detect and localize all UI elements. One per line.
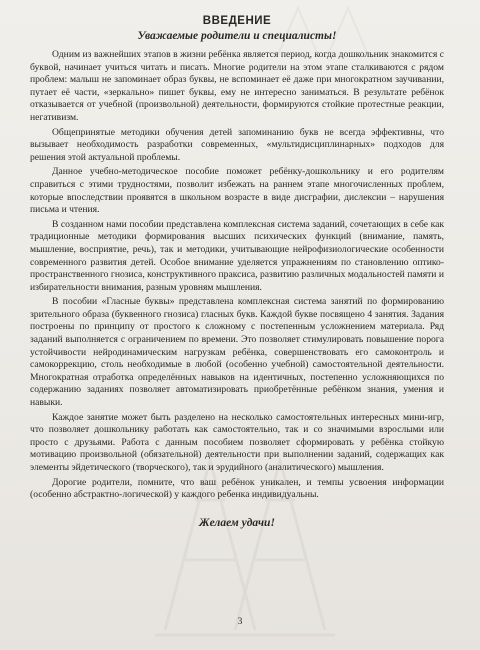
paragraph-4: В созданном нами пособии представлена комплексная система заданий, сочетающих в себе как традиционные методики формирования высших психических функций (внимание, память, мышление, восприятие, речь), так и методики, учитывающие нейрофизиологические особенности современного развития детей. Особое внимание уделяется упражнениям по становлению оптико-пространственного гнозиса, конструктивного праксиса, развитию различных модальностей памяти и избирательности внимания, разным уровням мышления. (30, 218, 444, 293)
page-number: 3 (237, 617, 243, 627)
closing-wish: Желаем удачи! (199, 516, 275, 529)
section-heading: ВВЕДЕНИЕ (202, 15, 272, 27)
paragraph-6: Каждое занятие может быть разделено на несколько самостоятельных интересных мини-игр, что позволяет дошкольнику работать как самостоятельно, так и со значимыми взрослыми или просто с друзьями. Работа с данным пособием позволяет сформировать у ребёнка стойкую мотивацию произвольной (обязательной) деятельности при выполнении заданий, содержащих как элементы эйдетического (творческого), так и эрудийного (аналитического) мышления. (30, 411, 444, 473)
page-content (30, 14, 444, 530)
paragraph-1: Одним из важнейших этапов в жизни ребёнка является период, когда дошкольник знакомится с буквой, начинает учиться читать и писать. Многие родители на этом этапе сталкиваются с рядом проблем: малыш не запоминает образ буквы, не вспоминает её даже при многократном заучивании, путает её части, «зеркально» пишет буквы, ему не интересно заниматься. В результате ребёнок отказывается от учебной (произвольной) деятельности, формируются стойкие протестные реакции, негативизм. (30, 49, 444, 123)
paragraph-5: В пособии «Гласные буквы» представлена комплексная система занятий по формированию зрительного образа (буквенного гнозиса) гласных букв. Каждой букве посвящено 4 занятия. Задания построены по принципу от простого к сложному с постепенным усложнением материала. Ряд заданий выполняется с ограничением по времени. Это позволяет стимулировать повышение порога устойчивости нейродинамическим нагрузкам ребёнка, совершенствовать его самоконтроль и самокоррекцию, столь необходимые в любой (особенно учебной) самостоятельной деятельности. Многократная отработка определённых навыков на идентичных, постепенно усложняющихся по содержанию заданиях позволяет автоматизировать приобретённые ребёнком знания, умения и навыки. (30, 296, 444, 409)
paragraph-7: Дорогие родители, помните, что ваш ребёнок уникален, и темпы усвоения информации (особенно абстрактно-логической) у каждого ребенка индивидуальны. (30, 476, 444, 501)
greeting-line: Уважаемые родители и специалисты! (137, 30, 337, 42)
paragraph-3: Данное учебно-методическое пособие поможет ребёнку-дошкольнику и его родителям справиться с этими трудностями, позволит избежать на раннем этапе многочисленных проблем, которые впоследствии проявятся в школьном возрасте в виде дисграфии, дислексии – нарушения письма и чтения. (30, 166, 444, 216)
paragraph-2: Общепринятые методики обучения детей запоминанию букв не всегда эффективны, что вызывает необходимость разработки современных, «мультидисциплинарных» подходов для решения этой актуальной проблемы. (30, 126, 444, 163)
